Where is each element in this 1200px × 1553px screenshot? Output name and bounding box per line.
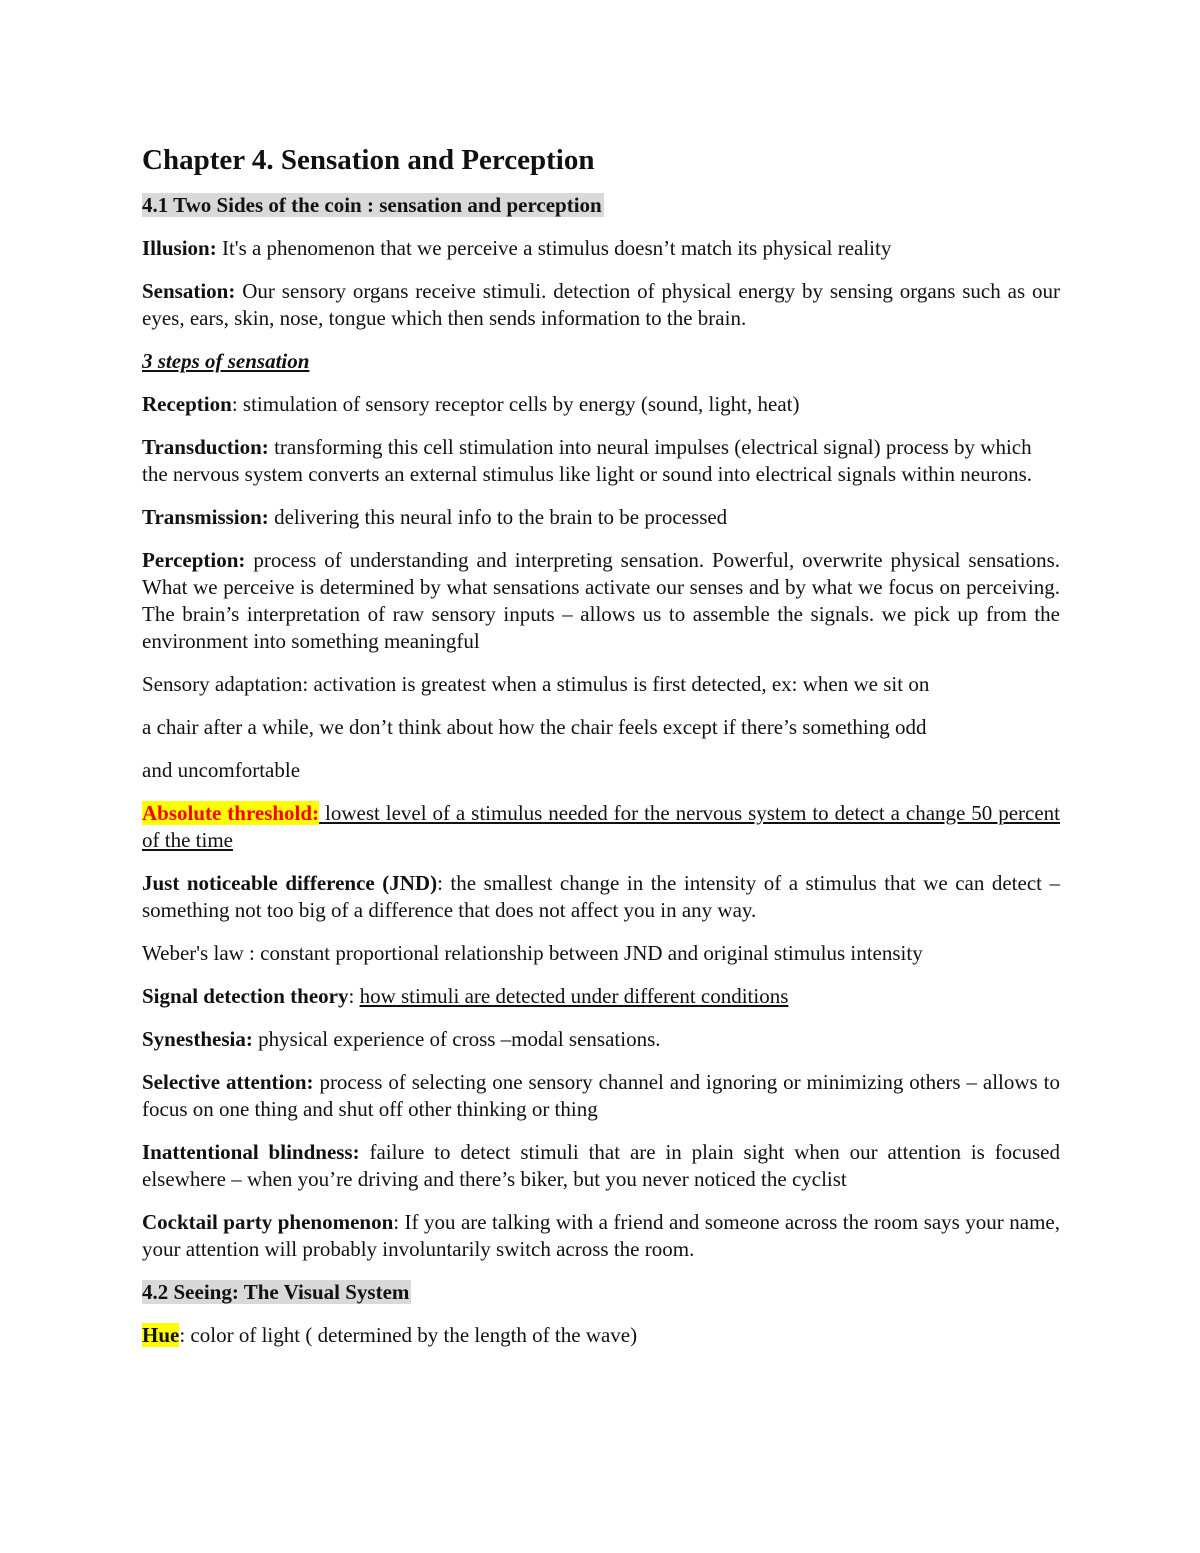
transmission-text: delivering this neural info to the brain to be processed	[268, 505, 728, 529]
sensation-text: Our sensory organs receive stimuli. detection of physical energy by sensing organs such as our eyes, ears, skin, nose, tongue which then sends information to the brain.	[142, 279, 1060, 330]
illusion-text: It's a phenomenon that we perceive a stimulus doesn’t match its physical reality	[216, 236, 892, 260]
inattentional-blindness-term: Inattentional blindness:	[142, 1140, 360, 1164]
cocktail-party-definition	[142, 1209, 1060, 1263]
transmission-definition	[142, 504, 1060, 531]
transmission-term: Transmission:	[142, 505, 269, 529]
cocktail-party-text: : If you are talking with a friend and someone across the room says your name, your attention will probably involuntarily switch across the room.	[142, 1210, 1060, 1261]
cocktail-party-term: Cocktail party phenomenon	[142, 1210, 394, 1234]
jnd-text: : the smallest change in the intensity of a stimulus that we can detect – something not too big of a difference that does not affect you in any way.	[142, 871, 1060, 922]
reception-text: : stimulation of sensory receptor cells by energy (sound, light, heat)	[231, 392, 800, 416]
synesthesia-text: physical experience of cross –modal sensations.	[252, 1027, 661, 1051]
selective-attention-term: Selective attention:	[142, 1070, 314, 1094]
reception-definition	[142, 391, 1060, 418]
reception-term: Reception	[142, 392, 232, 416]
steps-heading-text: 3 steps of sensation	[142, 349, 310, 373]
jnd-definition	[142, 870, 1060, 924]
adaptation-line-3: and uncomfortable	[142, 758, 301, 782]
absolute-threshold-term: Absolute threshold:	[142, 801, 320, 825]
adaptation-line-1: Sensory adaptation: activation is greatest when a stimulus is first detected, ex: when we sit on	[142, 672, 930, 696]
chapter-title: Chapter 4. Sensation and Perception	[142, 144, 595, 176]
signal-detection-separator: :	[348, 984, 360, 1008]
section-heading-4-2-text: 4.2 Seeing: The Visual System	[142, 1280, 410, 1304]
synesthesia-definition	[142, 1026, 1060, 1053]
perception-text: process of understanding and interpreting sensation. Powerful, overwrite physical sensations. What we perceive is determined by what sensations activate our senses and by what we focus on perceiving. The brain’s interpretation of raw sensory inputs – allows us to assemble the signals. we pick up from the environment into something meaningful	[142, 548, 1060, 653]
section-heading-4-2	[142, 1279, 1060, 1306]
section-heading-4-1-text: 4.1 Two Sides of the coin : sensation and perception	[142, 193, 602, 217]
sensation-term: Sensation:	[142, 279, 236, 303]
inattentional-blindness-definition	[142, 1139, 1060, 1193]
steps-heading	[142, 348, 1060, 375]
inattentional-blindness-text: failure to detect stimuli that are in plain sight when our attention is focused elsewhere – when you’re driving and there’s biker, but you never noticed the cyclist	[142, 1140, 1061, 1191]
transduction-text: transforming this cell stimulation into neural impulses (electrical signal) process by which the nervous system converts an external stimulus like light or sound into electrical signals within neurons.	[142, 435, 1032, 486]
absolute-threshold-definition	[142, 800, 1060, 854]
illusion-term: Illusion:	[142, 236, 217, 260]
selective-attention-text: process of selecting one sensory channel and ignoring or minimizing others – allows to focus on one thing and shut off other thinking or thing	[142, 1070, 1060, 1121]
hue-term: Hue	[142, 1323, 180, 1347]
synesthesia-term: Synesthesia:	[142, 1027, 253, 1051]
selective-attention-definition	[142, 1069, 1060, 1123]
signal-detection-term: Signal detection theory	[142, 984, 349, 1008]
signal-detection-definition	[142, 983, 1060, 1010]
section-heading-4-1	[142, 192, 1060, 219]
hue-definition	[142, 1322, 1060, 1349]
sensation-definition	[142, 278, 1060, 332]
document-page	[142, 140, 1060, 1365]
transduction-definition	[142, 434, 1060, 488]
jnd-term: Just noticeable difference (JND)	[142, 871, 438, 895]
signal-detection-text: how stimuli are detected under different conditions	[359, 984, 789, 1008]
webers-law: Weber's law : constant proportional relationship between JND and original stimulus intensity	[142, 941, 923, 965]
perception-term: Perception:	[142, 548, 246, 572]
perception-definition	[142, 547, 1060, 655]
hue-text: : color of light ( determined by the length of the wave)	[179, 1323, 638, 1347]
adaptation-line-2: a chair after a while, we don’t think about how the chair feels except if there’s something odd	[142, 715, 927, 739]
illusion-definition	[142, 235, 1060, 262]
transduction-term: Transduction:	[142, 435, 269, 459]
absolute-threshold-text: lowest level of a stimulus needed for the nervous system to detect a change 50 percent of the time	[142, 801, 1061, 852]
